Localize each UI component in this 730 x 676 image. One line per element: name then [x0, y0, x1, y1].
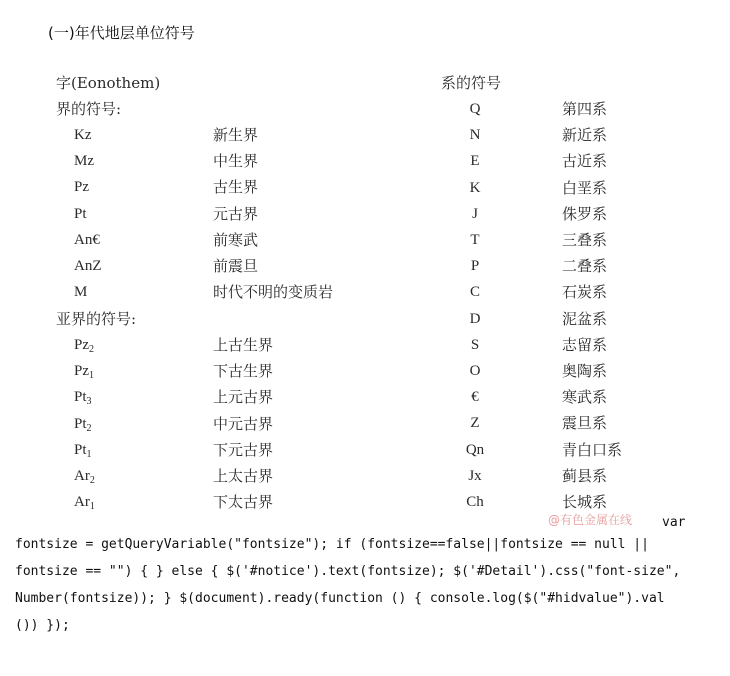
unit-symbol-text: Pz — [74, 179, 89, 196]
unit-name: 长城系 — [562, 493, 608, 511]
unit-symbol — [74, 201, 87, 227]
unit-symbol — [74, 437, 92, 463]
unit-symbol-subscript: 1 — [89, 501, 95, 513]
unit-symbol-subscript: 2 — [89, 475, 95, 486]
system-symbol: S — [470, 336, 480, 353]
section-title: (一)年代地层单位符号 — [48, 24, 195, 42]
unit-symbol-subscript: 1 — [89, 370, 94, 382]
unit-name: 下古生界 — [213, 362, 274, 381]
code-text-line: ()) }); — [15, 618, 70, 633]
unit-symbol-text: Pz — [74, 337, 89, 353]
watermark: @有色金属在线 — [548, 513, 633, 527]
unit-name: 白垩系 — [562, 178, 608, 197]
system-symbols-header: 系的符号 — [441, 74, 502, 92]
unit-symbol-text: Pz — [74, 363, 89, 380]
unit-name: 元古界 — [213, 204, 259, 223]
unit-name: 侏罗系 — [562, 204, 608, 223]
system-symbol: O — [469, 363, 481, 379]
unit-name: 泥盆系 — [562, 309, 608, 328]
unit-symbol — [74, 122, 92, 148]
unit-name: 古近系 — [562, 152, 608, 171]
unit-symbol — [74, 358, 94, 384]
unit-name: 第四系 — [562, 100, 608, 118]
unit-symbol — [74, 279, 87, 305]
code-text-line: Number(fontsize)); } $(document).ready(function () { console.log($("#hidvalue").val — [15, 591, 665, 606]
unit-name: 志留系 — [562, 335, 608, 354]
unit-symbol-text: Ar — [74, 494, 90, 511]
code-text-line: fontsize == "") { } else { $('#notice').text(fontsize); $('#Detail').css("font-size", — [15, 564, 681, 579]
unit-name: 奥陶系 — [562, 362, 608, 380]
suberathem-symbols-header: 亚界的符号: — [56, 310, 137, 328]
unit-symbol-text: Kz — [74, 127, 92, 143]
unit-symbol — [74, 227, 100, 253]
eonothem-header: 字(Eonothem) — [56, 74, 161, 92]
code-text-start: var — [662, 515, 686, 530]
unit-symbol-text: An€ — [74, 231, 100, 248]
unit-name: 青白口系 — [562, 440, 623, 459]
unit-name: 上太古界 — [213, 467, 274, 485]
unit-symbol-text: M — [74, 284, 88, 301]
unit-symbol-text: Pt — [74, 205, 87, 222]
unit-symbol — [74, 174, 89, 200]
unit-symbol — [74, 253, 102, 279]
unit-name: 前震旦 — [213, 257, 259, 275]
unit-name: 寒武系 — [562, 388, 608, 407]
system-symbol: J — [472, 205, 478, 222]
unit-symbol — [74, 411, 92, 437]
unit-symbol-text: Ar — [74, 468, 90, 484]
system-symbol: Ch — [466, 494, 484, 510]
unit-name: 三叠系 — [562, 231, 608, 249]
unit-name: 蓟县系 — [562, 466, 608, 485]
system-symbol: K — [469, 179, 481, 196]
unit-name: 上古生界 — [213, 336, 274, 354]
system-symbol: T — [470, 232, 480, 248]
unit-symbol-subscript: 1 — [86, 448, 92, 460]
unit-symbol-text: Pt — [74, 415, 87, 432]
unit-symbol — [74, 332, 94, 358]
unit-symbol-text: Pt — [74, 389, 87, 406]
system-symbol: C — [469, 284, 480, 301]
system-symbol: N — [469, 127, 481, 144]
system-symbol: Qn — [465, 441, 485, 458]
unit-name: 震旦系 — [562, 414, 608, 433]
unit-name: 上元古界 — [213, 388, 274, 407]
unit-symbol — [74, 463, 95, 489]
unit-name: 下太古界 — [213, 493, 274, 512]
unit-symbol — [74, 148, 94, 174]
code-text-line: fontsize = getQueryVariable("fontsize"); if (fontsize==false||fontsize == null || — [15, 537, 649, 552]
unit-symbol-subscript: 2 — [86, 422, 92, 434]
unit-symbol-subscript: 2 — [89, 344, 94, 355]
unit-symbol — [74, 489, 95, 515]
system-symbol: Z — [470, 415, 480, 432]
system-symbol: Q — [469, 101, 481, 117]
unit-name: 下元古界 — [213, 440, 274, 459]
system-symbol: P — [470, 258, 480, 275]
unit-name: 时代不明的变质岩 — [213, 283, 334, 302]
unit-name: 古生界 — [213, 178, 259, 197]
unit-name: 前寒武 — [213, 230, 259, 249]
unit-symbol — [74, 384, 92, 410]
system-symbol: D — [469, 310, 481, 327]
unit-symbol-subscript: 3 — [86, 396, 92, 408]
unit-name: 新近系 — [562, 126, 608, 145]
unit-name: 中生界 — [213, 152, 259, 171]
unit-symbol-text: AnZ — [74, 258, 102, 274]
system-symbol: Jx — [468, 467, 482, 484]
unit-name: 二叠系 — [562, 257, 608, 276]
erathem-symbols-header: 界的符号: — [56, 100, 122, 118]
unit-name: 石炭系 — [562, 283, 608, 302]
system-symbol: € — [471, 389, 479, 406]
system-symbol: E — [470, 153, 480, 170]
unit-name: 中元古界 — [213, 414, 274, 433]
unit-name: 新生界 — [213, 126, 259, 144]
unit-symbol-text: Pt — [74, 441, 87, 458]
unit-symbol-text: Mz — [74, 153, 94, 170]
